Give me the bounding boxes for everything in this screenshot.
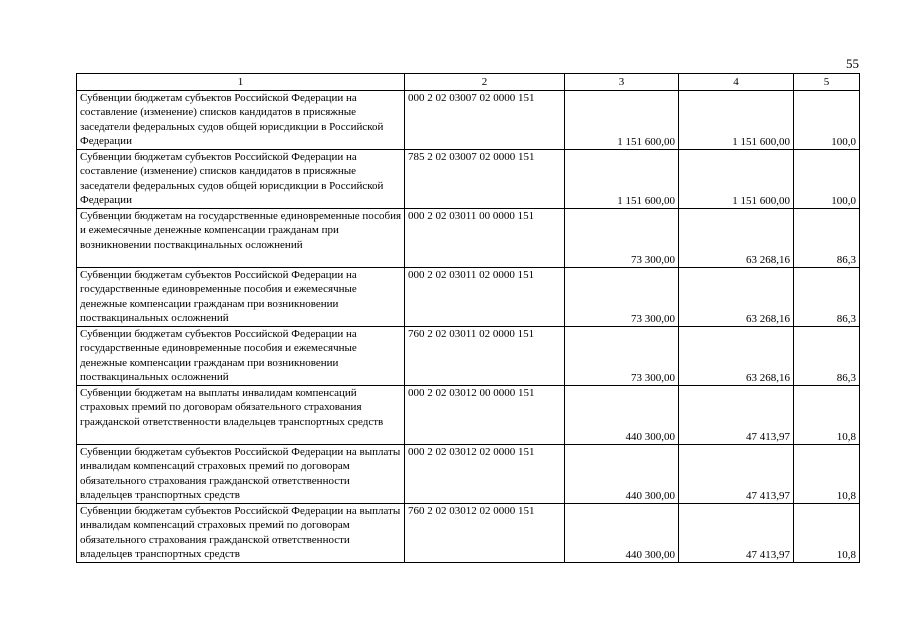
column-header-3: 3 [565,74,679,91]
row-plan: 1 151 600,00 [565,150,679,209]
table-row [77,91,860,150]
row-plan: 73 300,00 [565,268,679,327]
table-row [77,445,860,504]
row-fact: 63 268,16 [679,268,794,327]
row-code: 760 2 02 03011 02 0000 151 [405,327,565,386]
budget-table [76,73,860,563]
row-name: Субвенции бюджетам субъектов Российской Федерации на государственные единовременные пособия и ежемесячные денежные компенсации гражданам при возникновении поствакцинальных осложнений [77,327,405,386]
row-fact: 1 151 600,00 [679,91,794,150]
row-plan: 440 300,00 [565,445,679,504]
row-fact: 47 413,97 [679,504,794,563]
row-fact: 63 268,16 [679,209,794,268]
row-percent: 86,3 [794,327,860,386]
row-code: 000 2 02 03007 02 0000 151 [405,91,565,150]
row-name: Субвенции бюджетам на государственные единовременные пособия и ежемесячные денежные компенсации гражданам при возникновении поствакцинальных осложнений [77,209,405,268]
row-code: 000 2 02 03011 00 0000 151 [405,209,565,268]
row-fact: 1 151 600,00 [679,150,794,209]
row-plan: 440 300,00 [565,386,679,445]
page-number: 55 [846,56,859,71]
row-name: Субвенции бюджетам субъектов Российской Федерации на выплаты инвалидам компенсаций страховых премий по договорам обязательного страхования гражданской ответственности владельцев транспортных средств [77,445,405,504]
table-row [77,386,860,445]
column-header-1: 1 [77,74,405,91]
table-row [77,327,860,386]
table-row [77,504,860,563]
row-percent: 100,0 [794,91,860,150]
column-header-4: 4 [679,74,794,91]
table-header-row [77,74,860,91]
row-percent: 86,3 [794,209,860,268]
row-percent: 100,0 [794,150,860,209]
row-code: 760 2 02 03012 02 0000 151 [405,504,565,563]
row-fact: 47 413,97 [679,445,794,504]
row-name: Субвенции бюджетам на выплаты инвалидам компенсаций страховых премий по договорам обязательного страхования гражданской ответственности владельцев транспортных средств [77,386,405,445]
row-percent: 10,8 [794,504,860,563]
row-plan: 1 151 600,00 [565,91,679,150]
row-percent: 10,8 [794,386,860,445]
column-header-2: 2 [405,74,565,91]
row-name: Субвенции бюджетам субъектов Российской Федерации на составление (изменение) списков кандидатов в присяжные заседатели федеральных судов общей юрисдикции в Российской Федерации [77,150,405,209]
row-fact: 63 268,16 [679,327,794,386]
table-row [77,209,860,268]
row-percent: 10,8 [794,445,860,504]
row-name: Субвенции бюджетам субъектов Российской Федерации на государственные единовременные пособия и ежемесячные денежные компенсации гражданам при возникновении поствакцинальных осложнений [77,268,405,327]
row-percent: 86,3 [794,268,860,327]
table-row [77,268,860,327]
column-header-5: 5 [794,74,860,91]
table-row [77,150,860,209]
row-plan: 73 300,00 [565,327,679,386]
row-code: 785 2 02 03007 02 0000 151 [405,150,565,209]
row-code: 000 2 02 03012 02 0000 151 [405,445,565,504]
row-plan: 73 300,00 [565,209,679,268]
row-code: 000 2 02 03011 02 0000 151 [405,268,565,327]
row-name: Субвенции бюджетам субъектов Российской Федерации на составление (изменение) списков кандидатов в присяжные заседатели федеральных судов общей юрисдикции в Российской Федерации [77,91,405,150]
row-code: 000 2 02 03012 00 0000 151 [405,386,565,445]
row-name: Субвенции бюджетам субъектов Российской Федерации на выплаты инвалидам компенсаций страховых премий по договорам обязательного страхования гражданской ответственности владельцев транспортных средств [77,504,405,563]
row-plan: 440 300,00 [565,504,679,563]
row-fact: 47 413,97 [679,386,794,445]
